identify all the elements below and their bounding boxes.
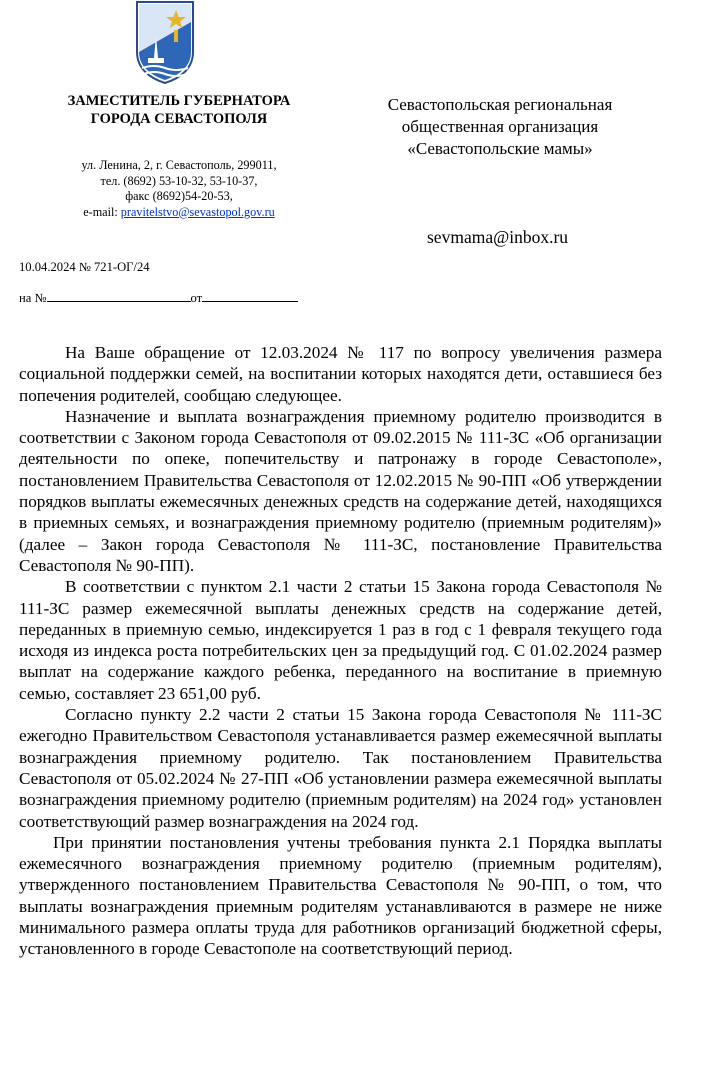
letter-body <box>19 342 662 960</box>
reply-prefix: на № <box>19 291 47 305</box>
sender-title-line1: ЗАМЕСТИТЕЛЬ ГУБЕРНАТОРА <box>67 93 291 109</box>
body-paragraph-4: Согласно пункту 2.2 части 2 статьи 15 Закона города Севастополя № 111-ЗС ежегодно Правительством Севастополя устанавливается размер ежемесячной выплаты вознаграждения приемному родителю. Так постановлением Правительства Севастополя от 05.02.2024 № 27-ПП «Об установлении размера ежемесячной выплаты вознаграждения приемному родителю (приемным родителям) на 2024 год» установлен соответствующий размер вознаграждения на 2024 год. <box>19 705 662 831</box>
reply-middle: от <box>190 291 203 305</box>
body-paragraph-1: На Ваше обращение от 12.03.2024 № 117 по вопросу увеличения размера социальной поддержки семей, на воспитании которых находятся дети, оставшиеся без попечения родителей, сообщаю следующее. <box>19 343 662 405</box>
recipient-line3: «Севастопольские мамы» <box>407 139 593 158</box>
recipient-email: sevmama@inbox.ru <box>427 227 569 247</box>
recipient-block <box>370 94 630 160</box>
recipient-line2: общественная организация <box>401 117 599 136</box>
reply-reference <box>19 289 298 306</box>
sender-title-line2: ГОРОДА СЕВАСТОПОЛЯ <box>90 111 268 127</box>
reply-number-blank <box>47 289 191 302</box>
body-paragraph-3: В соответствии с пунктом 2.1 части 2 статьи 15 Закона города Севастополя № 111-ЗС размер ежемесячной выплаты денежных средств на содержание детей, переданных в приемную семью, индексируется 1 раз в год с 1 февраля текущего года исходя из индекса роста потребительских цен за предыдущий год. С 01.02.2024 размер выплат на содержание каждого ребенка, переданного на воспитание в приемную семью, составляет 23 651,00 руб. <box>19 577 662 703</box>
sender-fax: факс (8692)54-20-53, <box>125 189 233 204</box>
sender-phone: тел. (8692) 53-10-32, 53-10-37, <box>100 173 258 188</box>
sender-email-line <box>38 205 320 221</box>
reply-date-blank <box>202 289 298 302</box>
sender-email-link[interactable]: pravitelstvo@sevastopol.gov.ru <box>120 204 275 219</box>
registration-number: 10.04.2024 № 721-ОГ/24 <box>19 260 150 274</box>
body-paragraph-5: При принятии постановления учтены требования пункта 2.1 Порядка выплаты ежемесячного вознаграждения приемному родителю (приемным родителям), утвержденного постановлением Правительства Севастополя № 90-ПП, о том, что выплаты вознаграждения приемным родителям устанавливаются в размере не ниже минимального размера оплаты труда для работников организаций бюджетной сферы, установленного в городе Севастополе на соответствующий период. <box>19 832 662 959</box>
coat-of-arms-icon <box>134 0 196 84</box>
sender-email-prefix: e-mail: <box>83 204 121 219</box>
sender-address: ул. Ленина, 2, г. Севастополь, 299011, <box>81 158 277 172</box>
recipient-line1: Севастопольская региональная <box>387 95 613 114</box>
sender-block <box>38 92 320 220</box>
sender-title <box>38 92 320 128</box>
sender-contacts <box>38 158 320 220</box>
body-paragraph-2: Назначение и выплата вознаграждения приемному родителю производится в соответствии с Законом города Севастополя от 09.02.2015 № 111-ЗС «Об организации деятельности по опеке, попечительству и патронажу в городе Севастополе», постановлением Правительства Севастополя от 12.02.2015 № 90-ПП «Об утверждении порядков выплаты ежемесячных денежных средств на содержание детей, находящихся в приемных семьях, и вознаграждения приемному родителю (приемным родителям)» (далее – Закон города Севастополя № 111-ЗС, постановление Правительства Севастополя № 90-ПП). <box>19 406 662 575</box>
